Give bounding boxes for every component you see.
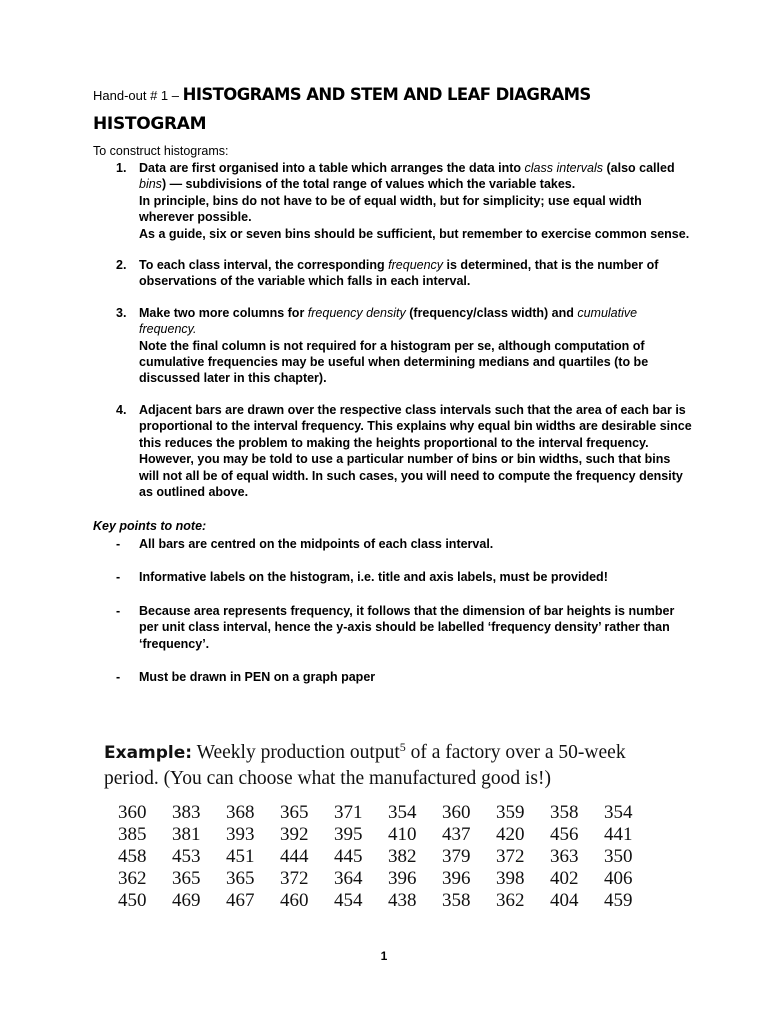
step-text: To each class interval, the corresponding — [139, 258, 389, 273]
table-cell: 363 — [550, 846, 579, 867]
bullet-dash: - — [116, 537, 121, 551]
handout-title: HISTOGRAMS AND STEM AND LEAF DIAGRAMS — [182, 85, 591, 104]
key-point-text: Informative labels on the histogram, i.e. title and axis labels, must be provided! — [139, 570, 608, 585]
key-point-item — [93, 536, 693, 552]
table-cell: 396 — [388, 868, 417, 889]
table-cell: 365 — [172, 868, 201, 889]
table-cell: 438 — [388, 890, 417, 911]
table-cell: 460 — [280, 890, 309, 911]
construction-steps — [93, 160, 693, 500]
step-text: ) — subdivisions of the total range of values which the variable takes. — [161, 177, 576, 192]
table-cell: 354 — [388, 802, 417, 823]
step-text: (also called — [603, 161, 675, 175]
step-paragraph — [139, 305, 693, 338]
table-cell: 358 — [550, 802, 579, 823]
step-item — [93, 305, 693, 387]
table-cell: 459 — [604, 890, 633, 911]
table-cell: 362 — [118, 868, 147, 889]
table-cell: 393 — [226, 824, 255, 845]
key-point-text: Must be drawn in PEN on a graph paper — [139, 670, 376, 685]
table-cell: 437 — [442, 824, 471, 845]
table-cell: 456 — [550, 824, 579, 845]
step-text: Adjacent bars are drawn over the respective class intervals such that the area of each bar is proportional to the interval frequency. This explains why equal bin widths are desirable since this reduces the problem to making the heights proportional to the interval frequency. However, you may be told to use a particular number of bins or bin widths, such that bins will not all be of equal width. In such cases, you will need to compute the frequency density as outlined above. — [139, 402, 692, 499]
step-paragraph — [139, 257, 693, 290]
step-text: Note the final column is not required for a histogram per se, although computation of cumulative frequencies may be useful when determining medians and quartiles (to be discussed later in this chapter). — [139, 338, 649, 386]
table-cell: 385 — [118, 824, 147, 845]
key-point-item — [93, 603, 693, 652]
step-paragraph — [139, 402, 693, 500]
table-cell: 382 — [388, 846, 417, 867]
table-cell: 360 — [118, 802, 147, 823]
table-cell: 445 — [334, 846, 363, 867]
key-point-item — [93, 669, 693, 685]
table-cell: 365 — [226, 868, 255, 889]
handout-heading — [93, 85, 591, 105]
table-cell: 467 — [226, 890, 255, 911]
table-cell: 372 — [280, 868, 309, 889]
emphasized-term: class intervals — [524, 161, 604, 175]
table-cell: 454 — [334, 890, 363, 911]
table-cell: 450 — [118, 890, 147, 911]
table-cell: 383 — [172, 802, 201, 823]
table-cell: 406 — [604, 868, 633, 889]
step-item — [93, 402, 693, 500]
step-paragraph — [139, 160, 693, 193]
step-number: 1. — [116, 161, 127, 175]
step-text: (frequency/class width) and — [405, 305, 578, 320]
table-cell: 420 — [496, 824, 525, 845]
intro-text: To construct histograms: — [93, 144, 229, 158]
table-cell: 354 — [604, 802, 633, 823]
step-number: 2. — [116, 258, 127, 273]
bullet-dash: - — [116, 570, 121, 585]
step-item — [93, 160, 693, 242]
example-block — [104, 735, 674, 791]
table-cell: 381 — [172, 824, 201, 845]
table-cell: 359 — [496, 802, 525, 823]
table-cell: 379 — [442, 846, 471, 867]
table-cell: 365 — [280, 802, 309, 823]
step-number: 4. — [116, 402, 127, 417]
step-text: is determined, that is the number of observations of the variable which falls in each interval. — [139, 258, 659, 289]
step-text: As a guide, six or seven bins should be sufficient, but remember to exercise common sense. — [139, 226, 690, 241]
table-cell: 453 — [172, 846, 201, 867]
step-text: Make two more columns for — [139, 305, 308, 320]
key-point-text: Because area represents frequency, it follows that the dimension of bar heights is number per unit class interval, hence the y-axis should be labelled ‘frequency density’ rather than ‘frequency’. — [139, 603, 675, 651]
key-point-item — [93, 569, 693, 585]
bullet-dash: - — [116, 603, 121, 618]
table-row — [118, 824, 658, 846]
table-cell: 469 — [172, 890, 201, 911]
table-row — [118, 868, 658, 890]
table-cell: 444 — [280, 846, 309, 867]
production-data-table — [118, 802, 658, 912]
table-cell: 410 — [388, 824, 417, 845]
table-cell: 360 — [442, 802, 471, 823]
table-cell: 404 — [550, 890, 579, 911]
table-row — [118, 802, 658, 824]
table-cell: 392 — [280, 824, 309, 845]
key-points-list — [93, 536, 693, 685]
step-text: In principle, bins do not have to be of equal width, but for simplicity; use equal width wherever possible. — [139, 193, 642, 225]
emphasized-term: frequency density — [307, 305, 406, 320]
table-cell: 451 — [226, 846, 255, 867]
page-number: 1 — [380, 949, 388, 963]
table-row — [118, 890, 658, 912]
table-cell: 358 — [442, 890, 471, 911]
table-cell: 398 — [496, 868, 525, 889]
section-title: HISTOGRAM — [93, 114, 207, 134]
table-cell: 362 — [496, 890, 525, 911]
table-cell: 364 — [334, 868, 363, 889]
table-cell: 372 — [496, 846, 525, 867]
step-paragraph — [139, 338, 693, 387]
step-number: 3. — [116, 305, 127, 320]
example-text — [104, 735, 674, 791]
footnote-ref: 5 — [399, 740, 406, 754]
emphasized-term: bins — [139, 177, 162, 192]
step-text: Data are first organised into a table which arranges the data into — [139, 161, 525, 175]
step-paragraph — [139, 226, 693, 242]
emphasized-term: frequency — [388, 258, 444, 273]
example-description-cont: of a factory over a 50-week period. (You can choose what the manufactured good is!) — [104, 742, 626, 789]
example-description: Weekly production output — [192, 742, 400, 763]
table-cell: 402 — [550, 868, 579, 889]
example-label: Example: — [104, 743, 193, 763]
bullet-dash: - — [116, 670, 121, 685]
step-paragraph — [139, 193, 693, 226]
table-row — [118, 846, 658, 868]
table-cell: 395 — [334, 824, 363, 845]
key-point-text: All bars are centred on the midpoints of each class interval. — [139, 537, 494, 551]
handout-number: Hand-out # 1 – — [93, 88, 183, 103]
table-cell: 350 — [604, 846, 633, 867]
table-cell: 441 — [604, 824, 633, 845]
table-cell: 371 — [334, 802, 363, 823]
table-cell: 458 — [118, 846, 147, 867]
step-item — [93, 257, 693, 290]
table-cell: 396 — [442, 868, 471, 889]
key-points-title: Key points to note: — [93, 519, 207, 533]
table-cell: 368 — [226, 802, 255, 823]
emphasized-term: cumulative frequency. — [139, 305, 638, 337]
